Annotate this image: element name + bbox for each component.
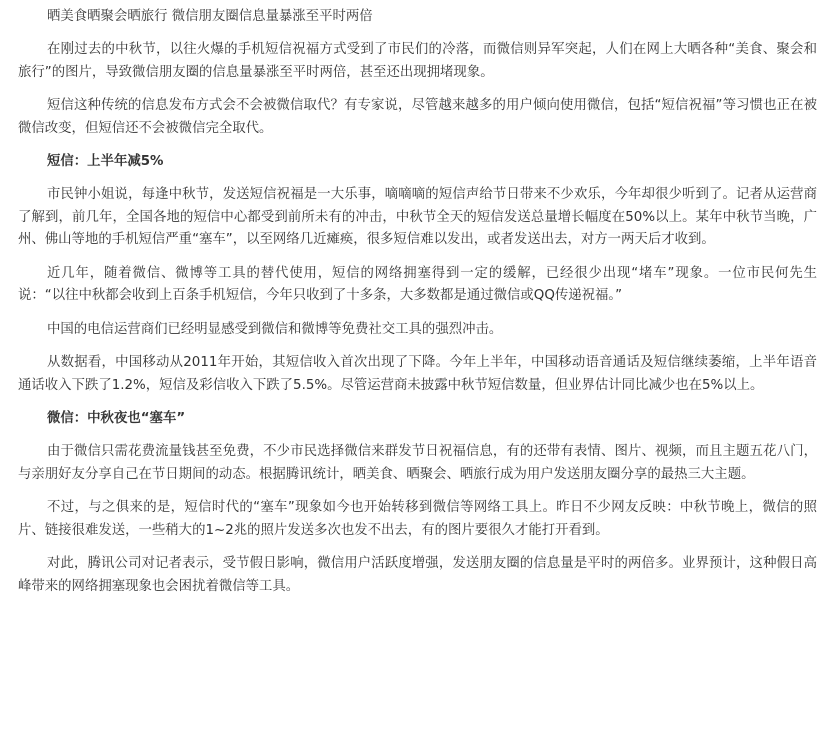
article-paragraph-3: 市民钟小姐说，每逢中秋节，发送短信祝福是一大乐事，嘀嘀嘀的短信声给节日带来不少欢乐，今年却很少听到了。记者从运营商了解到，前几年，全国各地的短信中心都受到前所未有的冲击，中秋节全天的短信发送总量增长幅度在50%以上。某年中秋节当晚，广州、佛山等地的手机短信严重“塞车”，以至网络几近瘫痪，很多短信难以发出，或者发送出去，对方一两天后才收到。 (18, 187, 817, 247)
article-headline: 晒美食晒聚会晒旅行 微信朋友圈信息量暴涨至平时两倍 (47, 9, 373, 24)
article-paragraph-6: 从数据看，中国移动从2011年开始，其短信收入首次出现了下降。今年上半年，中国移动语音通话及短信继续萎缩，上半年语音通话收入下跌了1.2%，短信及彩信收入下跌了5.5%。尽管运营商未披露中秋节短信数量，但业界估计同比减少也在5%以上。 (18, 355, 817, 393)
article-paragraph-9: 对此，腾讯公司对记者表示，受节假日影响，微信用户活跃度增强，发送朋友圈的信息量是平时的两倍多。业界预计，这种假日高峰带来的网络拥塞现象也会困扰着微信等工具。 (18, 556, 817, 594)
article-paragraph-7: 由于微信只需花费流量钱甚至免费，不少市民选择微信来群发节日祝福信息，有的还带有表情、图片、视频，而且主题五花八门，与亲朋好友分享自己在节日期间的动态。根据腾讯统计，晒美食、晒聚会、晒旅行成为用户发送朋友圈分享的最热三大主题。 (18, 444, 817, 482)
article-paragraph-5: 中国的电信运营商们已经明显感受到微信和微博等免费社交工具的强烈冲击。 (47, 321, 503, 337)
article-paragraph-8: 不过，与之俱来的是，短信时代的“塞车”现象如今也开始转移到微信等网络工具上。昨日不少网友反映：中秋节晚上，微信的照片、链接很难发送，一些稍大的1~2兆的照片发送多次也发不出去，有的图片要很久才能打开看到。 (18, 500, 817, 538)
section-heading-wechat: 微信：中秋夜也“塞车” (47, 411, 186, 426)
article-paragraph-2: 短信这种传统的信息发布方式会不会被微信取代？有专家说，尽管越来越多的用户倾向使用微信，包括“短信祝福”等习惯也正在被微信改变，但短信还不会被微信完全取代。 (18, 98, 817, 136)
article-paragraph-1: 在刚过去的中秋节，以往火爆的手机短信祝福方式受到了市民们的冷落，而微信则异军突起，人们在网上大晒各种“美食、聚会和旅行”的图片，导致微信朋友圈的信息量暴涨至平时两倍，甚至还出现拥堵现象。 (18, 42, 817, 80)
section-heading-sms: 短信：上半年减5% (47, 154, 164, 169)
article-paragraph-4: 近几年，随着微信、微博等工具的替代使用，短信的网络拥塞得到一定的缓解，已经很少出现“堵车”现象。一位市民何先生说：“以往中秋都会收到上百条手机短信，今年只收到了十多条，大多数都是通过微信或QQ传递祝福。” (18, 265, 817, 303)
